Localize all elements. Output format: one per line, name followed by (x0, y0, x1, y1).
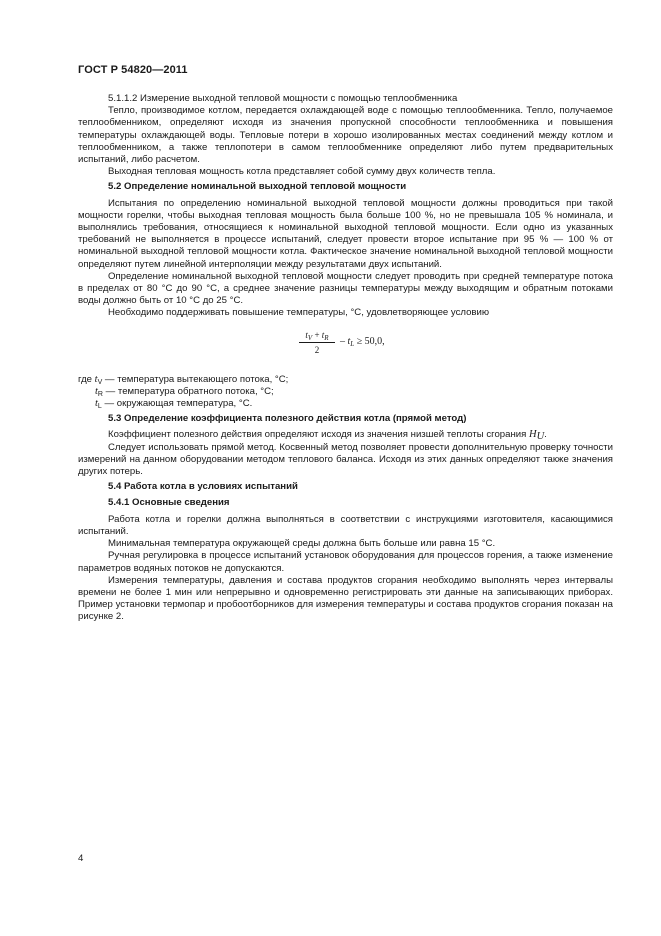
temperature-condition-formula (78, 326, 613, 364)
paragraph: Работа котла и горелки должна выполняться в соответствии с инструкциями изготовителя, касающимися испытаний. (78, 513, 613, 537)
paragraph: Минимальная температура окружающей среды должна быть больше или равна 15 °С. (108, 538, 496, 550)
where-item-tl: $t_L$ — окружающая температура, °С. (95, 398, 253, 411)
paragraph: Тепло, производимое котлом, передается охлаждающей воде с помощью теплообменника. Тепло, получаемое теплообменником, определяют исходя из значения пропускной способности теплообменника и повышения температуры охлаждающей воды. Тепловые потери в хорошо изолированных местах соединений между котлом и теплообменником, а также теплопотери в самом теплообменнике определяют либо путем предварительных испытаний, либо расчетом. (78, 105, 613, 166)
paragraph: Следует использовать прямой метод. Косвенный метод позволяет провести дополнительную проверку точности измерений на данном оборудовании методом теплового баланса. Исходя из этих данных определяют также значения других потерь. (78, 441, 613, 478)
document-body (78, 93, 613, 624)
paragraph: Испытания по определению номинальной выходной тепловой мощности должны проводиться при такой мощности горелки, чтобы выходная тепловая мощность была больше 100 %, но не превышала 105 % номинала, и выполнялись требования, относящиеся к номинальной выходной тепловой мощности. Если одно из указанных требований не выполняется в процессе испытаний, следует провести второе испытание при 95 % — 100 % от номинальной выходной тепловой мощности котла. Фактическое значение номинальной выходной тепловой мощности определяют путем линейной интерполяции между результатами двух испытаний. (78, 197, 613, 270)
formula-numerator: $t_V + t_R$ (299, 330, 335, 343)
formula-denominator: 2 (314, 344, 320, 355)
subsection-heading-5-4-1: 5.4.1 Основные сведения (108, 497, 230, 509)
paragraph: Измерения температуры, давления и состава продуктов сгорания необходимо выполнять через интервалы времени не более 1 мин или непрерывно и одновременно регистрировать эти данные на записывающих приборах. Пример установки термопар и пробоотборников для измерения температуры и состава продуктов сгорания показан на рисунке 2. (78, 574, 613, 623)
where-item-tv: где $t_V$ — температура вытекающего потока, °С; (78, 373, 289, 386)
paragraph: Ручная регулировка в процессе испытаний установок оборудования для процессов горения, а также изменение параметров водяных потоков не допускаются. (78, 550, 613, 574)
paragraph: Необходимо поддерживать повышение температуры, °С, удовлетворяющее условию (108, 307, 490, 319)
subsection-title-5-1-1-2: 5.1.1.2 Измерение выходной тепловой мощности с помощью теплообменника (108, 93, 458, 104)
paragraph: Определение номинальной выходной тепловой мощности следует проводить при средней температуре потока в пределах от 80 °С до 90 °С, а среднее значение разницы температуры между выходящим и обратным потоками воды должно быть от 10 °С до 25 °С. (78, 270, 613, 307)
section-heading-5-4: 5.4 Работа котла в условиях испытаний (108, 481, 298, 493)
page-number: 4 (78, 853, 84, 864)
formula-fraction (299, 330, 335, 356)
document-header: ГОСТ Р 54820—2011 (78, 64, 188, 76)
formula-tail: – $t_L \ge 50,0$, (340, 335, 385, 348)
paragraph: Выходная тепловая мощность котла представляет собой сумму двух количеств тепла. (108, 166, 496, 178)
section-heading-5-2: 5.2 Определение номинальной выходной тепловой мощности (108, 181, 407, 193)
where-item-tr: $t_R$ — температура обратного потока, °С; (95, 385, 274, 398)
paragraph: Коэффициент полезного действия определяют исходя из значения низшей теплоты сгорания $H_U$. (108, 429, 547, 443)
section-heading-5-3: 5.3 Определение коэффициента полезного действия котла (прямой метод) (108, 413, 467, 425)
